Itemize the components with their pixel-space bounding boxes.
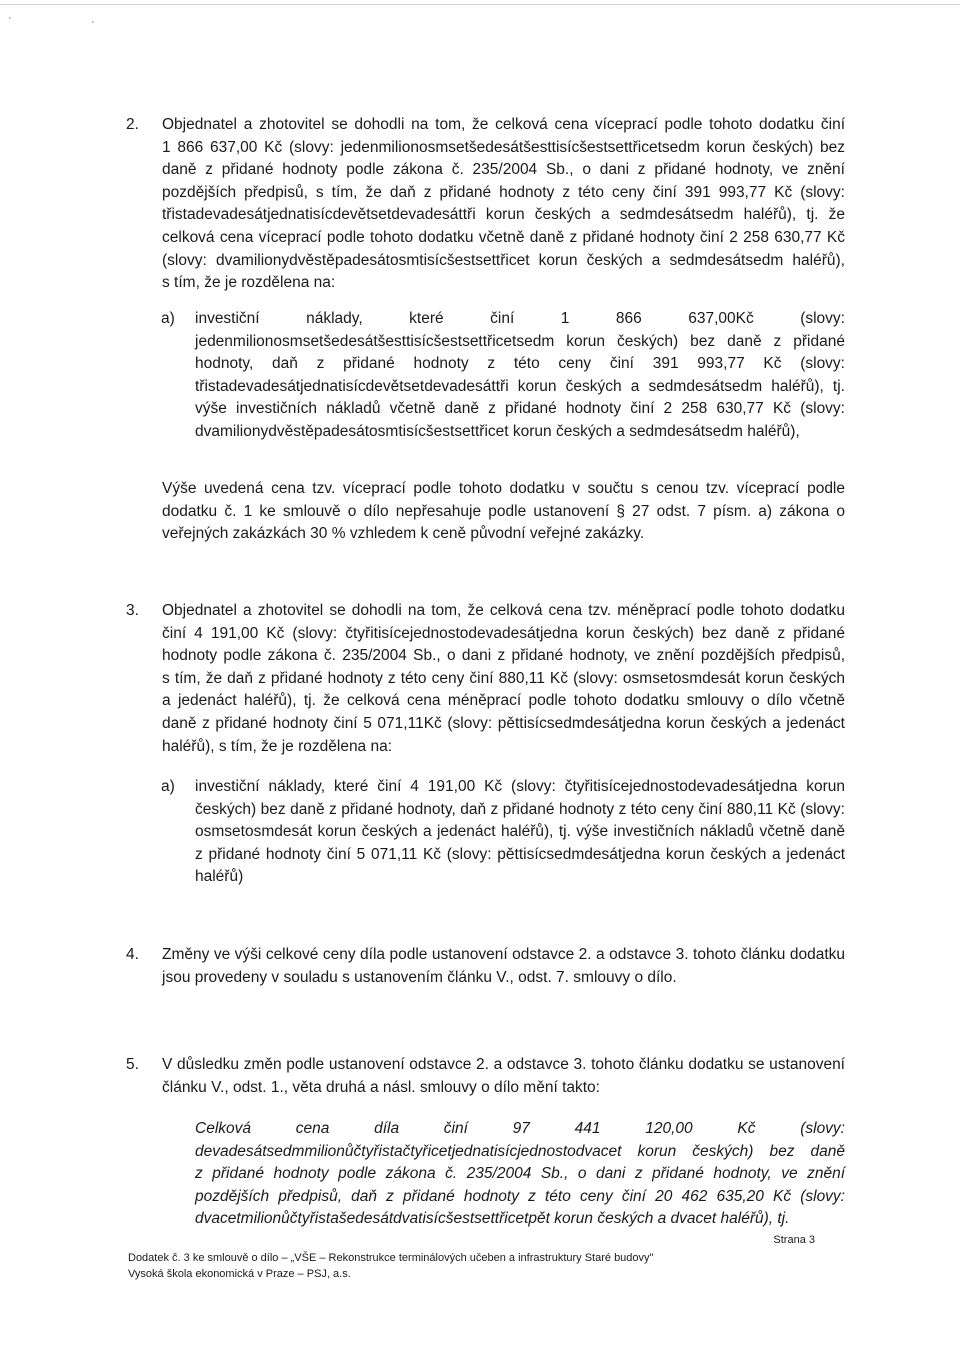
- text-line: Objednatel a zhotovitel se dohodli na tom, že celková cena víceprací podle tohoto dodatku činí: [162, 116, 845, 133]
- text-line: investiční náklady, které činí 1 866 637,00Kč (slovy:: [195, 310, 845, 327]
- text-line: z přidané hodnoty podle zákona č. 235/2004 Sb., o dani z přidané hodnoty, ve znění: [195, 1165, 845, 1183]
- text-line: V důsledku změn podle ustanovení odstavce 2. a odstavce 3. tohoto článku dodatku se ustanovení: [162, 1056, 845, 1073]
- text-line: Objednatel a zhotovitel se dohodli na tom, že celková cena tzv. méněprací podle tohoto dodatku: [162, 602, 845, 619]
- text-line: daně z přidané hodnoty činí 5 071,11Kč (slovy: pěttisícsedmdesátjedna korun českých a jedenáct: [162, 714, 845, 732]
- text-line: článku V., odst. 1., věta druhá a násl. smlouvy o dílo mění takto:: [162, 1078, 600, 1096]
- section-number: 5.: [126, 1056, 139, 1073]
- text-line: haléřů), s tím, že je rozdělena na:: [162, 737, 393, 755]
- page-number: Strana 3: [773, 1234, 815, 1246]
- scan-mark: ·: [91, 16, 95, 28]
- item-label: a): [161, 778, 175, 795]
- text-line: Změny ve výši celkové ceny díla podle ustanovení odstavce 2. a odstavce 3. tohoto článku dodatku: [162, 946, 845, 963]
- scan-edge-line: [0, 4, 960, 5]
- section-3: [126, 600, 845, 758]
- text-line: veřejných zakázkách 30 % vzhledem k ceně původní veřejné zakázky.: [162, 525, 645, 543]
- text-line: jsou provedeny v souladu s ustanovením článku V., odst. 7. smlouvy o dílo.: [162, 968, 677, 986]
- text-line: a jedenáct haléřů), tj. že celková cena méněprací podle tohoto dodatku smlouvy o dílo včetně: [162, 692, 845, 710]
- section-4: [126, 944, 845, 989]
- section-3-item-a: [161, 776, 845, 889]
- text-line: investiční náklady, které činí 4 191,00 Kč (slovy: čtyřitisícejednostodevadesátjedna korun: [195, 778, 845, 795]
- text-line: činí 4 191,00 Kč (slovy: čtyřitisícejednostodevadesátjedna korun českých) bez daně z přidané: [162, 624, 845, 642]
- text-line: třistadevadesátjednatisícdevětsetdevadesáttři korun českých a sedmdesátsedm haléřů), tj.: [195, 377, 845, 395]
- item-label: a): [161, 310, 175, 327]
- section-number: 2.: [126, 116, 139, 133]
- text-line: pozdějších předpisů, s tím, že daň z přidané hodnoty z této ceny činí 391 993,77 Kč (slovy:: [162, 183, 845, 201]
- text-line: pozdějších předpisů, daň z přidané hodnoty z této ceny činí 20 462 635,20 Kč (slovy:: [195, 1187, 845, 1205]
- scan-mark: ·: [8, 12, 12, 24]
- text-line: dvamilionydvěstěpadesátosmtisícšestsettřicet korun českých a sedmdesátsedm haléřů),: [195, 422, 800, 440]
- section-5-quote: [195, 1118, 845, 1231]
- text-line: devadesátsedmmilionůčtyřistačtyřicetjednatisícjednostodvacet korun českých) bez daně: [195, 1142, 845, 1160]
- footer: [128, 1250, 653, 1282]
- text-line: dodatku č. 1 ke smlouvě o dílo nepřesahuje podle ustanovení § 27 odst. 7 písm. a) zákona o: [162, 502, 845, 520]
- text-line: hodnoty podle zákona č. 235/2004 Sb., o dani z přidané hodnoty, ve znění pozdějších předpisů,: [162, 647, 845, 665]
- text-line: s tím, že je rozdělena na:: [162, 274, 336, 292]
- text-line: třistadevadesátjednatisícdevětsetdevadesáttři korun českých a sedmdesátsedm haléřů), tj. že: [162, 206, 845, 224]
- text-line: haléřů): [195, 868, 244, 886]
- text-line: českých) bez daně z přidané hodnoty, daň z přidané hodnoty z této ceny činí 880,11 Kč (slovy:: [195, 800, 845, 818]
- text-line: jedenmilionosmsetšedesátšesttisícšestsettřicetsedm korun českých) bez daně z přidané: [195, 332, 845, 350]
- footer-document-title: Dodatek č. 3 ke smlouvě o dílo – „VŠE – Rekonstrukce terminálových učeben a infrastruktury Staré budovy": [128, 1252, 654, 1264]
- text-line: daně z přidané hodnoty podle zákona č. 235/2004 Sb., o dani z přidané hodnoty, ve znění: [162, 161, 845, 179]
- text-line: 1 866 637,00 Kč (slovy: jedenmilionosmsetšedesátšesttisícšestsettřicetsedm korun českých) bez: [162, 138, 845, 156]
- text-line: (slovy: dvamilionydvěstěpadesátosmtisícšestsettřicet korun českých a sedmdesátsedm haléřů),: [162, 251, 845, 269]
- text-line: dvacetmilionůčtyřistašedesátdvatisícšestsettřicetpět korun českých a dvacet haléřů), tj.: [195, 1210, 790, 1228]
- text-line: hodnoty, daň z přidané hodnoty z této ceny činí 391 993,77 Kč (slovy:: [195, 355, 845, 373]
- text-line: výše investičních nákladů včetně daně z přidané hodnoty činí 2 258 630,77 Kč (slovy:: [195, 400, 845, 418]
- text-line: Celková cena díla činí 97 441 120,00 Kč (slovy:: [195, 1120, 845, 1137]
- text-line: Výše uvedená cena tzv. víceprací podle tohoto dodatku v součtu s cenou tzv. víceprací podle: [162, 480, 845, 497]
- section-2-item-a: [161, 308, 845, 444]
- text-line: z přidané hodnoty činí 5 071,11 Kč (slovy: pěttisícsedmdesátjedna korun českých a jedenáct: [195, 845, 845, 863]
- section-2: [126, 114, 845, 295]
- text-line: s tím, že daň z přidané hodnoty z této ceny činí 880,11 Kč (slovy: osmsetosmdesát korun českých: [162, 669, 845, 687]
- section-number: 4.: [126, 946, 139, 963]
- text-line: osmsetosmdesát korun českých a jedenáct haléřů), tj. výše investičních nákladů včetně daně: [195, 823, 845, 841]
- section-5: [126, 1054, 845, 1099]
- section-2-note: [162, 478, 845, 546]
- footer-parties: Vysoká škola ekonomická v Praze – PSJ, a.s.: [128, 1268, 351, 1280]
- text-line: celková cena víceprací podle tohoto dodatku včetně daně z přidané hodnoty činí 2 258 630,77 Kč: [162, 228, 845, 246]
- section-number: 3.: [126, 602, 139, 619]
